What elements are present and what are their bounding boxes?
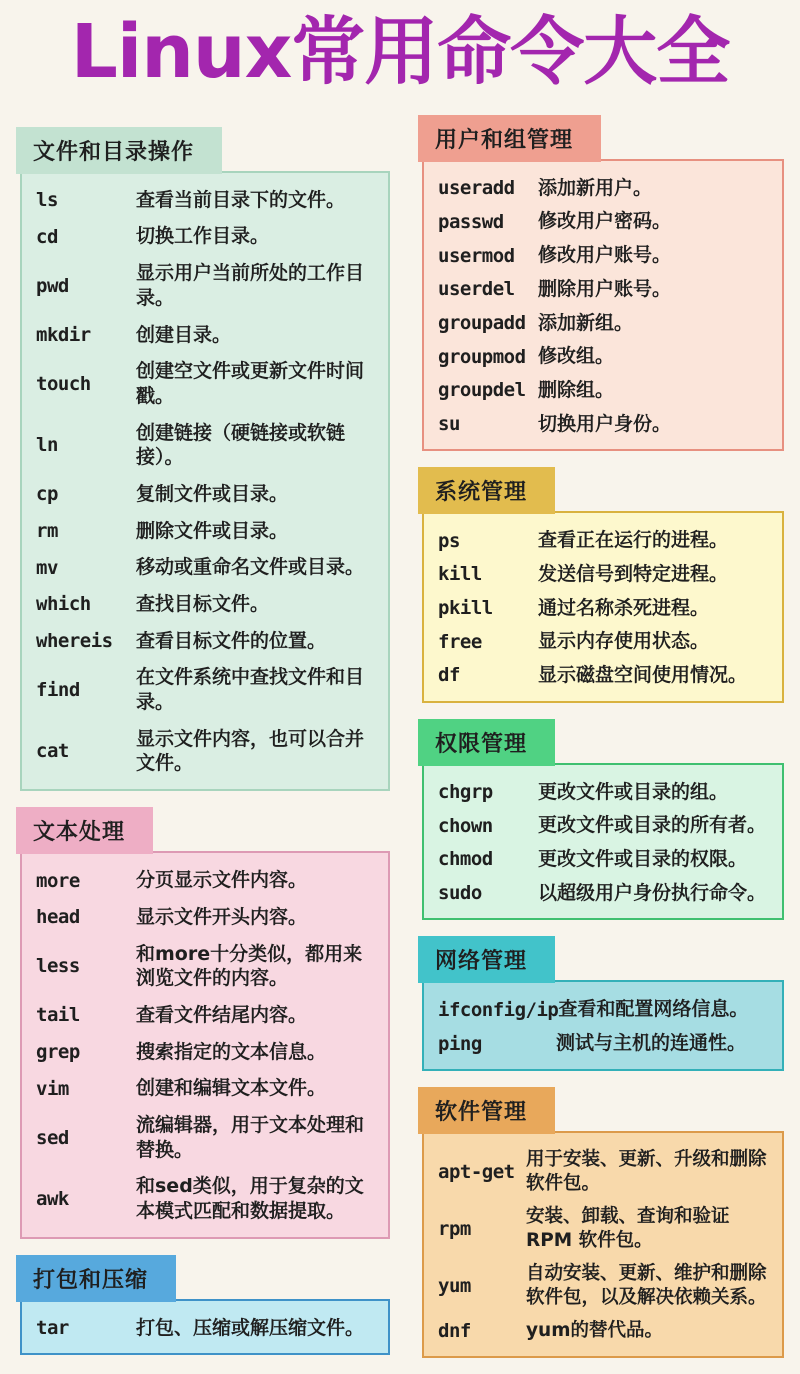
section-network [418,936,784,1070]
command-name: sed [36,1126,69,1149]
command-description: 打包、压缩或解压缩文件。 [136,1316,365,1339]
command-description: 以超级用户身份执行命令。 [538,881,767,904]
section-header-network [418,936,555,983]
section-title: 网络管理 [435,948,528,975]
command-row [438,277,770,302]
section-title: 软件管理 [435,1098,528,1125]
command-description: 更改文件或目录的权限。 [538,848,748,871]
command-row [36,421,376,470]
command-row [36,1174,376,1223]
command-row [36,1076,376,1101]
command-name: su [438,412,460,435]
command-description: 测试与主机的连通性。 [556,1032,747,1055]
command-description: 删除文件或目录。 [136,519,289,542]
command-row [36,519,376,544]
section-body [20,171,390,791]
command-name: tar [36,1317,69,1340]
command-name: pkill [438,597,493,620]
command-description: 用于安装、更新、升级和删除软件包。 [526,1148,767,1194]
command-row [36,629,376,654]
section-header-file-dir [16,127,222,174]
command-row [438,881,770,906]
section-header-text-proc [16,807,153,854]
section-title: 文本处理 [33,819,126,846]
command-row [438,1148,770,1196]
section-body [422,159,784,452]
command-name: kill [438,563,482,586]
command-row [438,176,770,201]
command-description: 更改文件或目录的组。 [538,780,729,803]
columns [0,115,800,1374]
command-row [36,359,376,408]
command-description: 切换工作目录。 [136,225,270,248]
command-row [438,1031,770,1056]
command-name: userdel [438,278,515,301]
command-name: dnf [438,1320,471,1343]
command-description: 显示文件开头内容。 [136,905,308,928]
command-name: whereis [36,630,113,653]
command-description: 显示用户当前所处的工作目录。 [136,262,365,309]
command-row [36,555,376,580]
command-row [438,528,770,553]
command-name: groupadd [438,311,526,334]
command-row [36,665,376,714]
command-row [438,243,770,268]
command-name: groupdel [438,379,526,402]
command-row [36,1040,376,1065]
command-description: 删除组。 [538,378,615,401]
command-name: rpm [438,1218,471,1240]
command-row [438,412,770,437]
command-name: mv [36,556,58,579]
section-title: 权限管理 [435,730,528,757]
command-name: yum [438,1275,471,1298]
command-row [36,323,376,348]
page-title: Linux常用命令大全 [70,9,730,95]
command-name: ping [438,1032,482,1055]
command-description: 移动或重命名文件或目录。 [136,556,365,579]
section-body [422,1131,784,1358]
command-row [438,1319,770,1343]
section-title: 打包和压缩 [33,1266,149,1293]
section-user-group [418,115,784,452]
command-row [438,562,770,587]
command-name: vim [36,1077,69,1100]
command-description: 修改组。 [538,345,615,368]
section-title: 文件和目录操作 [33,138,195,165]
command-name: sudo [438,882,482,905]
command-row [438,663,770,688]
command-row [438,629,770,654]
command-description: 发送信号到特定进程。 [538,562,729,585]
command-description: 创建和编辑文本文件。 [136,1077,327,1100]
command-description: 和more十分类似，都用来浏览文件的内容。 [136,942,363,990]
command-description: 添加新组。 [538,311,634,334]
command-name: less [36,955,80,978]
command-name: passwd [438,210,504,233]
command-description: 切换用户身份。 [538,412,672,435]
command-description: 安装、卸载、查询和验证 RPM 软件包。 [526,1205,730,1251]
command-name: ifconfig/ip [438,998,559,1021]
command-row [36,905,376,930]
command-name: rm [36,520,58,543]
section-body [20,1299,390,1356]
command-description: 自动安装、更新、维护和删除软件包，以及解决依赖关系。 [526,1263,767,1309]
command-description: 添加新用户。 [538,176,653,199]
command-description: 查看当前目录下的文件。 [136,188,346,211]
command-name: chmod [438,848,493,871]
command-description: 显示内存使用状态。 [538,630,710,653]
command-description: 搜索指定的文本信息。 [136,1040,327,1063]
section-software [418,1087,784,1358]
command-name: head [36,906,80,929]
command-name: chgrp [438,781,493,804]
poster [0,8,800,1374]
command-description: 查看和配置网络信息。 [558,998,749,1021]
command-description: 分页显示文件内容。 [136,869,308,892]
section-header-user-group [418,115,601,162]
section-body [20,851,390,1239]
section-header-software [418,1087,555,1134]
command-description: 创建链接（硬链接或软链接）。 [136,421,346,469]
command-name: usermod [438,244,515,267]
command-name: cd [36,225,58,248]
section-body [422,763,784,921]
command-name: touch [36,372,91,395]
command-row [36,727,376,776]
command-name: more [36,869,80,892]
command-row [438,209,770,234]
command-name: tail [36,1004,80,1027]
command-description: 通过名称杀死进程。 [538,596,710,619]
command-row [36,1003,376,1028]
command-name: ps [438,529,460,552]
command-description: 在文件系统中查找文件和目录。 [136,666,365,714]
command-row [438,813,770,838]
command-name: grep [36,1040,80,1063]
command-description: 创建空文件或更新文件时间戳。 [136,360,365,407]
command-name: free [438,630,482,653]
command-row [36,1316,376,1341]
section-body [422,980,784,1070]
command-description: 查看正在运行的进程。 [538,529,729,552]
section-header-system [418,467,555,514]
command-row [438,1205,770,1253]
command-name: df [438,664,460,687]
command-description: 复制文件或目录。 [136,482,289,505]
command-name: pwd [36,274,69,297]
section-system [418,467,784,702]
command-name: ls [36,189,58,212]
command-name: cp [36,483,58,506]
command-row [438,378,770,403]
column-right [418,115,784,1374]
command-name: chown [438,814,493,837]
command-name: ln [36,434,58,457]
command-name: which [36,593,91,616]
command-row [36,592,376,617]
section-header-permission [418,719,555,766]
command-row [438,1262,770,1310]
command-description: 查看目标文件的位置。 [136,629,327,652]
section-header-archive [16,1255,176,1302]
section-body [422,511,784,702]
command-row [36,1113,376,1162]
command-name: groupmod [438,345,526,368]
command-row [36,188,376,213]
section-title: 用户和组管理 [435,126,574,153]
command-row [438,847,770,872]
command-description: 和sed类似，用于复杂的文本模式匹配和数据提取。 [136,1175,364,1223]
command-row [438,997,770,1022]
command-description: 查找目标文件。 [136,593,270,616]
command-description: 流编辑器，用于文本处理和替换。 [136,1113,365,1161]
command-row [36,868,376,893]
command-row [36,942,376,991]
command-row [438,344,770,369]
section-archive [16,1255,390,1356]
command-description: 删除用户账号。 [538,277,672,300]
section-permission [418,719,784,921]
command-description: 显示磁盘空间使用情况。 [538,664,748,687]
command-description: 查看文件结尾内容。 [136,1003,308,1026]
command-description: 修改用户密码。 [538,210,672,233]
section-text-proc [16,807,390,1239]
column-left [16,127,390,1372]
command-name: useradd [438,177,515,200]
section-title: 系统管理 [435,479,528,506]
command-description: 修改用户账号。 [538,244,672,267]
command-description: 创建目录。 [136,323,232,346]
command-row [36,261,376,310]
command-description: 显示文件内容，也可以合并文件。 [136,727,365,775]
section-file-dir [16,127,390,791]
command-row [438,780,770,805]
command-name: awk [36,1188,69,1211]
command-row [438,311,770,336]
command-row [438,596,770,621]
command-description: 更改文件或目录的所有者。 [538,814,767,837]
command-row [36,482,376,507]
command-row [36,224,376,249]
command-name: mkdir [36,323,91,346]
command-name: apt-get [438,1160,515,1183]
command-name: find [36,679,80,702]
command-description: yum的替代品。 [526,1320,664,1342]
command-name: cat [36,740,69,763]
